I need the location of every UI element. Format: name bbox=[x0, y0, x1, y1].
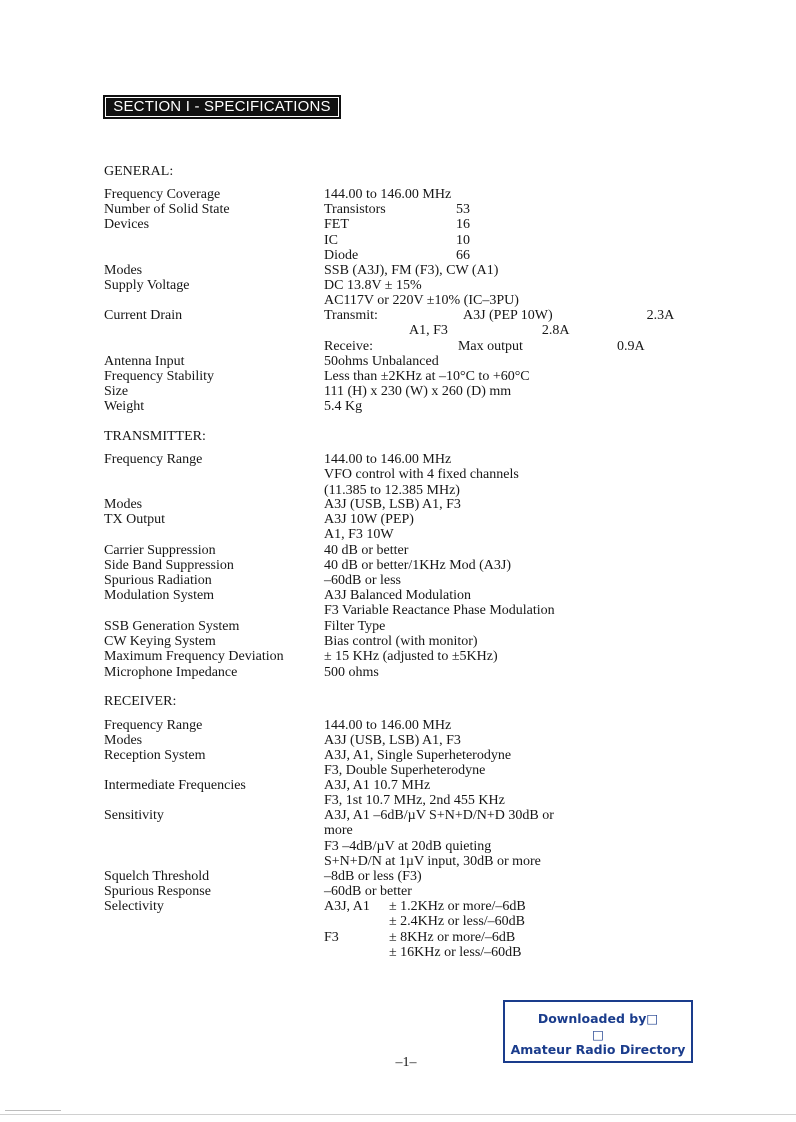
spec-value-line bbox=[324, 543, 408, 558]
spec-label bbox=[104, 733, 142, 748]
spec-value-cell: –60dB or less bbox=[324, 573, 401, 588]
spec-value-cell: A3J, A1, Single Superheterodyne bbox=[324, 748, 512, 763]
spec-label bbox=[104, 399, 144, 414]
spec-label bbox=[104, 748, 206, 763]
spec-label-line: Squelch Threshold bbox=[104, 869, 210, 884]
spec-value-line bbox=[324, 308, 675, 323]
spec-value-cell: 40 dB or better bbox=[324, 543, 409, 558]
spec-value-cell: ± 1.2KHz or more/–6dB bbox=[389, 899, 526, 914]
spec-value-line bbox=[324, 619, 385, 634]
spec-value bbox=[324, 263, 498, 278]
spec-label-line: Frequency Range bbox=[104, 452, 203, 467]
section-title: SECTION I - SPECIFICATIONS bbox=[103, 95, 341, 119]
spec-label-line: Modes bbox=[104, 497, 143, 512]
spec-value-line bbox=[324, 293, 519, 308]
general-heading: GENERAL: bbox=[104, 164, 174, 179]
spec-value-cell: S+N+D/N at 1µV input, 30dB or more bbox=[324, 853, 541, 869]
spec-value-line bbox=[324, 323, 570, 339]
spec-value-cell: Filter Type bbox=[324, 619, 386, 634]
download-notice-line-3: Amateur Radio Directory bbox=[510, 1042, 686, 1057]
spec-value-cell: A3J, A1 10.7 MHz bbox=[324, 778, 431, 793]
spec-value-cell: IC bbox=[324, 232, 338, 248]
spec-value-line bbox=[324, 944, 522, 960]
spec-value-cell: F3 Variable Reactance Phase Modulation bbox=[324, 603, 555, 619]
spec-label bbox=[104, 619, 239, 634]
spec-value-line bbox=[324, 338, 645, 354]
spec-value-line bbox=[324, 884, 412, 899]
spec-value bbox=[324, 778, 505, 809]
spec-value bbox=[324, 308, 675, 354]
spec-label bbox=[104, 263, 142, 278]
spec-value-line bbox=[324, 793, 505, 808]
receiver-heading: RECEIVER: bbox=[104, 694, 177, 709]
spec-value-cell: A3J (USB, LSB) A1, F3 bbox=[324, 733, 461, 748]
spec-value bbox=[324, 588, 555, 619]
spec-value bbox=[324, 869, 422, 884]
spec-value-cell: 144.00 to 146.00 MHz bbox=[324, 187, 452, 202]
spec-value-cell: 16 bbox=[456, 217, 470, 233]
spec-value-line bbox=[324, 899, 526, 914]
spec-label bbox=[104, 573, 212, 588]
page-number: –1– bbox=[395, 1055, 417, 1070]
spec-label bbox=[104, 718, 202, 733]
spec-value bbox=[324, 665, 379, 680]
spec-value-cell: 0.9A bbox=[616, 338, 645, 354]
spec-label bbox=[104, 187, 220, 202]
spec-value-line bbox=[324, 263, 498, 278]
spec-value-line bbox=[324, 527, 414, 542]
spec-value-cell: Diode bbox=[324, 247, 359, 263]
spec-value-line bbox=[324, 497, 461, 512]
spec-value-line bbox=[324, 588, 555, 603]
spec-label-line: Side Band Suppression bbox=[104, 558, 234, 573]
spec-value bbox=[324, 497, 461, 512]
spec-value-line bbox=[324, 278, 519, 293]
spec-label bbox=[104, 869, 209, 884]
spec-label-line: Devices bbox=[104, 217, 150, 233]
spec-value-line bbox=[324, 808, 554, 823]
spec-value bbox=[324, 884, 412, 899]
spec-label-line: Current Drain bbox=[104, 308, 183, 323]
spec-label-line: CW Keying System bbox=[104, 634, 216, 649]
spec-label-line: Frequency Coverage bbox=[104, 187, 221, 202]
spec-value-cell: 50ohms Unbalanced bbox=[324, 354, 439, 369]
spec-value-line bbox=[324, 354, 439, 369]
spec-label bbox=[104, 808, 164, 823]
spec-label bbox=[104, 665, 237, 680]
spec-value-line bbox=[324, 634, 478, 649]
spec-value bbox=[324, 808, 554, 869]
spec-label bbox=[104, 369, 214, 384]
spec-value-line bbox=[324, 869, 422, 884]
spec-value bbox=[324, 649, 498, 664]
spec-value-cell: –60dB or better bbox=[324, 884, 412, 899]
spec-value-cell: Receive: bbox=[324, 338, 373, 354]
spec-value-line bbox=[324, 452, 519, 467]
spec-value-cell: 144.00 to 146.00 MHz bbox=[324, 718, 452, 733]
spec-value-line bbox=[324, 512, 414, 527]
spec-value-cell: A3J, A1 –6dB/µV S+N+D/N+D 30dB or bbox=[324, 808, 554, 823]
spec-value-line bbox=[324, 247, 470, 263]
spec-label-line: Modulation System bbox=[104, 588, 215, 603]
spec-label-line: Supply Voltage bbox=[104, 278, 190, 293]
spec-value-line bbox=[324, 823, 554, 838]
spec-value bbox=[324, 512, 414, 543]
spec-label bbox=[104, 278, 189, 293]
spec-label bbox=[104, 202, 230, 233]
spec-value bbox=[324, 399, 362, 414]
spec-value-cell: 10 bbox=[456, 232, 470, 248]
spec-label bbox=[104, 899, 164, 914]
spec-value-line bbox=[324, 839, 554, 854]
spec-label bbox=[104, 634, 216, 649]
spec-label-line: SSB Generation System bbox=[104, 619, 240, 634]
spec-value-line bbox=[324, 854, 554, 869]
spec-value bbox=[324, 452, 519, 498]
spec-label bbox=[104, 354, 184, 369]
spec-value-line bbox=[324, 573, 401, 588]
spec-value-line bbox=[324, 763, 511, 778]
spec-label-line: Spurious Radiation bbox=[104, 573, 212, 588]
spec-value-line bbox=[324, 399, 362, 414]
spec-value-cell: AC117V or 220V ±10% (IC–3PU) bbox=[324, 293, 519, 309]
spec-label-line: Antenna Input bbox=[104, 354, 185, 369]
spec-label-line: Intermediate Frequencies bbox=[104, 778, 246, 793]
download-notice-line-2: □ bbox=[592, 1026, 604, 1042]
spec-value-cell: F3, 1st 10.7 MHz, 2nd 455 KHz bbox=[324, 793, 505, 809]
spec-label-line: Reception System bbox=[104, 748, 206, 763]
spec-value-cell: (11.385 to 12.385 MHz) bbox=[324, 482, 460, 498]
spec-label-line: Modes bbox=[104, 733, 143, 748]
spec-label bbox=[104, 543, 216, 558]
spec-value-cell: A3J (PEP 10W) bbox=[462, 308, 553, 323]
spec-value-line bbox=[324, 733, 461, 748]
spec-value bbox=[324, 619, 385, 634]
spec-label bbox=[104, 512, 165, 527]
spec-label bbox=[104, 384, 128, 399]
spec-value bbox=[324, 384, 511, 399]
footer-rule-short bbox=[5, 1110, 61, 1111]
spec-value-cell: DC 13.8V ± 15% bbox=[324, 278, 422, 293]
spec-value bbox=[324, 543, 408, 558]
spec-label-line: Maximum Frequency Deviation bbox=[104, 649, 284, 664]
spec-value-line bbox=[324, 187, 451, 202]
spec-value-cell: –8dB or less (F3) bbox=[324, 869, 422, 884]
spec-value-cell: 2.8A bbox=[541, 323, 570, 339]
spec-value bbox=[324, 718, 451, 733]
spec-value-cell: 40 dB or better/1KHz Mod (A3J) bbox=[324, 558, 512, 573]
spec-value-cell: SSB (A3J), FM (F3), CW (A1) bbox=[324, 263, 499, 278]
spec-value-cell: A3J Balanced Modulation bbox=[324, 588, 471, 603]
spec-value-cell: A3J (USB, LSB) A1, F3 bbox=[324, 497, 461, 512]
spec-label-line: Selectivity bbox=[104, 899, 164, 914]
footer-rule bbox=[0, 1114, 796, 1115]
spec-value-cell: ± 16KHz or less/–60dB bbox=[389, 944, 522, 960]
spec-label-line: Sensitivity bbox=[104, 808, 164, 823]
spec-value-cell: Transmit: bbox=[324, 308, 378, 323]
spec-value bbox=[324, 354, 439, 369]
download-notice[interactable] bbox=[503, 1000, 693, 1063]
spec-value-cell: VFO control with 4 fixed channels bbox=[324, 467, 519, 483]
spec-value-cell: A3J 10W (PEP) bbox=[324, 512, 414, 527]
spec-value-line bbox=[324, 914, 526, 930]
spec-label bbox=[104, 558, 234, 573]
spec-value-cell: A1, F3 bbox=[409, 323, 448, 339]
spec-label-line: Spurious Response bbox=[104, 884, 211, 899]
spec-label bbox=[104, 588, 214, 603]
spec-value-line bbox=[324, 748, 511, 763]
spec-value-line bbox=[324, 649, 498, 664]
spec-value-line bbox=[324, 558, 511, 573]
spec-value-line bbox=[324, 467, 519, 482]
spec-label-line: Modes bbox=[104, 263, 143, 278]
spec-value-cell: ± 2.4KHz or less/–60dB bbox=[389, 914, 526, 930]
spec-value-cell: 500 ohms bbox=[324, 665, 379, 680]
spec-label-line: Frequency Stability bbox=[104, 369, 215, 384]
spec-value-cell: 53 bbox=[456, 202, 470, 217]
spec-label bbox=[104, 308, 182, 323]
spec-value bbox=[324, 573, 401, 588]
spec-value-cell: 2.3A bbox=[646, 308, 675, 323]
spec-value-line bbox=[324, 718, 451, 733]
spec-label bbox=[104, 649, 284, 664]
spec-value bbox=[324, 558, 511, 573]
spec-label-line: Microphone Impedance bbox=[104, 665, 238, 680]
spec-value bbox=[324, 634, 478, 649]
spec-value-cell: Max output bbox=[457, 338, 523, 354]
spec-value-line bbox=[324, 217, 470, 233]
spec-value-cell: F3 bbox=[324, 929, 339, 945]
spec-value-cell: Less than ±2KHz at –10°C to +60°C bbox=[324, 369, 530, 384]
spec-value-line bbox=[324, 929, 516, 945]
spec-value-cell: ± 8KHz or more/–6dB bbox=[389, 929, 516, 945]
spec-value-cell: more bbox=[324, 823, 353, 839]
download-notice-line-1: Downloaded by□ bbox=[537, 1011, 659, 1026]
spec-label bbox=[104, 778, 246, 793]
spec-value-cell: FET bbox=[324, 217, 349, 233]
spec-label-line: Weight bbox=[104, 399, 145, 414]
spec-value-line bbox=[324, 202, 470, 217]
spec-value-line bbox=[324, 665, 379, 680]
spec-label-line: Number of Solid State bbox=[104, 202, 230, 217]
spec-label bbox=[104, 452, 202, 467]
spec-value bbox=[324, 202, 470, 263]
spec-value-cell: 66 bbox=[456, 247, 470, 263]
spec-value-cell: Bias control (with monitor) bbox=[324, 634, 478, 649]
transmitter-heading: TRANSMITTER: bbox=[104, 429, 206, 444]
spec-value-cell: 144.00 to 146.00 MHz bbox=[324, 452, 452, 467]
spec-value-cell: A1, F3 10W bbox=[324, 527, 394, 543]
spec-value bbox=[324, 899, 526, 960]
spec-value-cell: A3J, A1 bbox=[324, 899, 370, 914]
spec-label-line: TX Output bbox=[104, 512, 166, 527]
spec-value bbox=[324, 733, 461, 748]
spec-value bbox=[324, 187, 451, 202]
spec-value bbox=[324, 748, 511, 779]
spec-value bbox=[324, 278, 519, 309]
spec-value-line bbox=[324, 232, 470, 248]
spec-label-line: Frequency Range bbox=[104, 718, 203, 733]
spec-value-cell: 111 (H) x 230 (W) x 260 (D) mm bbox=[324, 384, 512, 399]
spec-value-line bbox=[324, 369, 530, 384]
spec-value-line bbox=[324, 778, 505, 793]
spec-label bbox=[104, 497, 142, 512]
spec-value-cell: 5.4 Kg bbox=[324, 399, 363, 414]
spec-value-line bbox=[324, 603, 555, 618]
spec-value-cell: F3, Double Superheterodyne bbox=[324, 763, 486, 779]
spec-label-line: Size bbox=[104, 384, 129, 399]
spec-label bbox=[104, 884, 211, 899]
spec-value-cell: Transistors bbox=[324, 202, 386, 217]
spec-value-line bbox=[324, 483, 519, 498]
spec-value bbox=[324, 369, 530, 384]
spec-value-line bbox=[324, 384, 511, 399]
spec-value-cell: F3 –4dB/µV at 20dB quieting bbox=[324, 838, 492, 854]
spec-label-line: Carrier Suppression bbox=[104, 543, 216, 558]
spec-value-cell: ± 15 KHz (adjusted to ±5KHz) bbox=[324, 649, 498, 664]
